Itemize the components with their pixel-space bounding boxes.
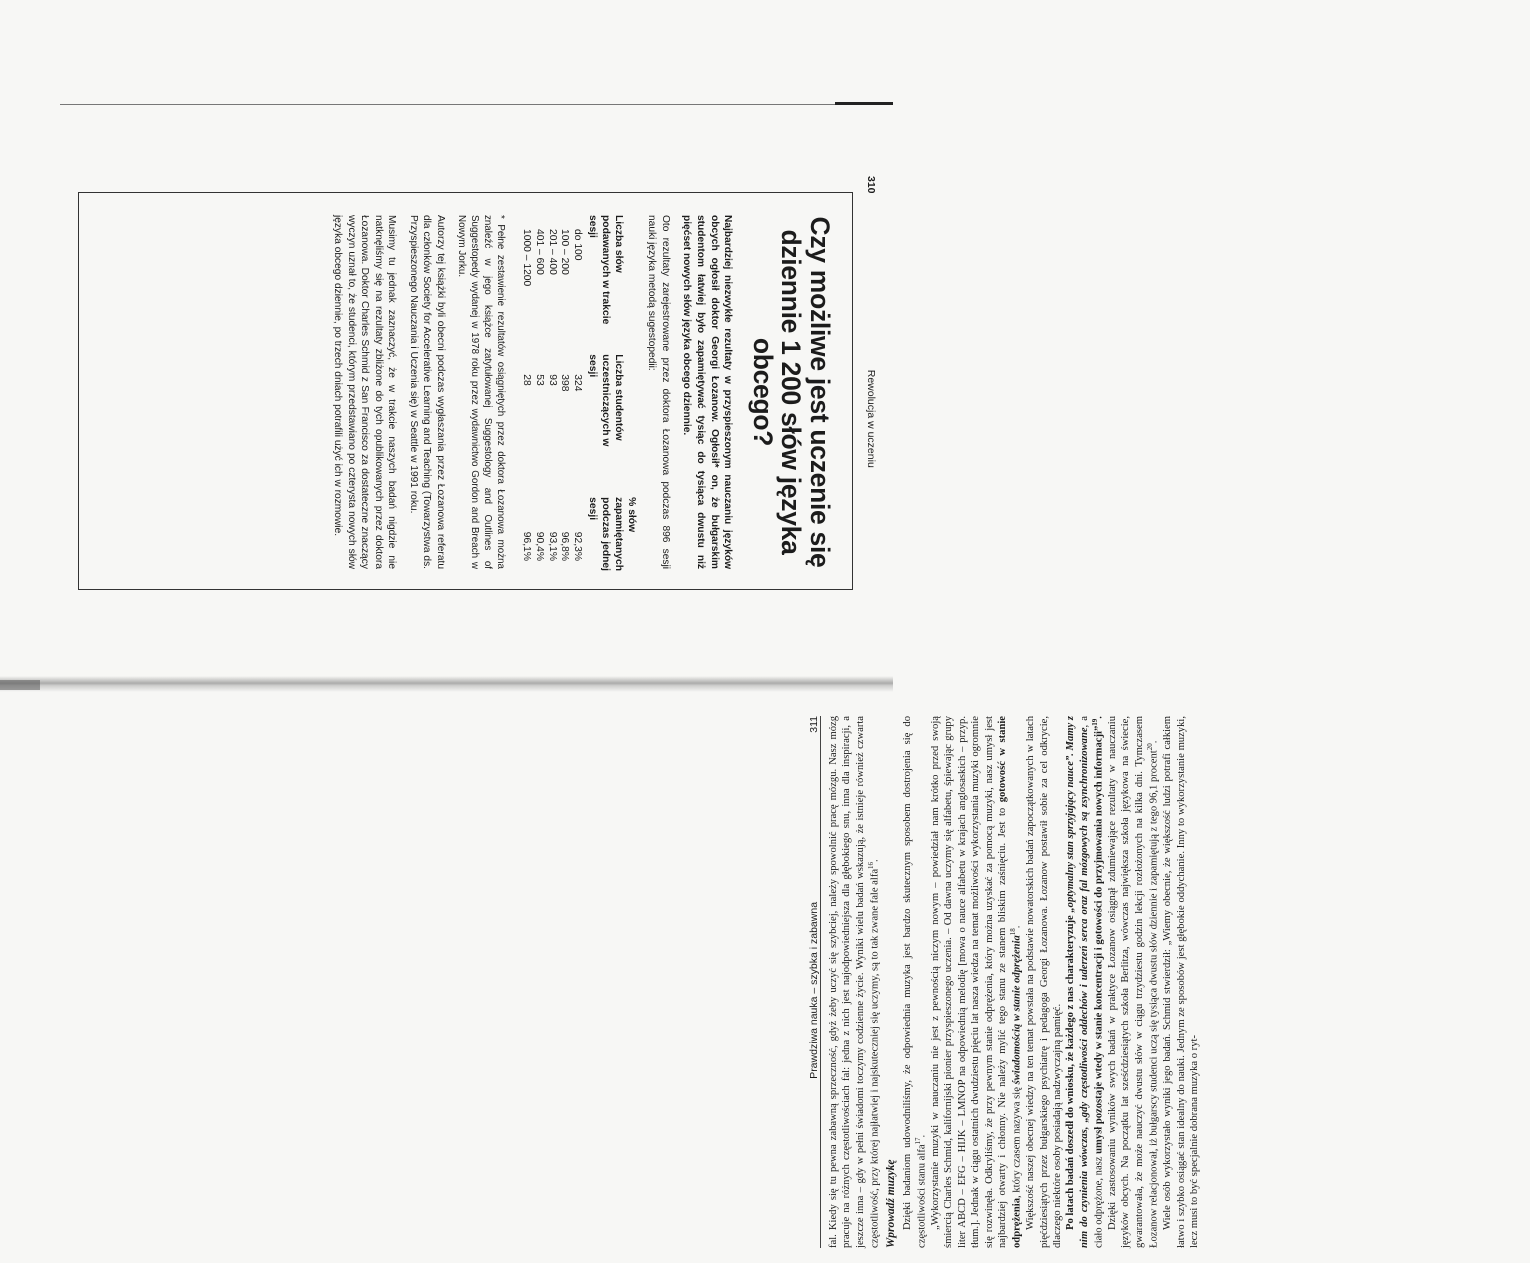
table-cell: do 100	[572, 229, 584, 261]
table-cell: 96,8%	[559, 531, 571, 561]
footnote-ref: 18	[1009, 928, 1018, 936]
header-rule	[820, 716, 821, 1248]
scan-top-mark	[835, 102, 893, 105]
sidebar-box	[78, 192, 853, 590]
page-310	[59, 176, 883, 644]
table-cell: 201 – 400	[546, 229, 558, 275]
running-head-right: Prawdziwa nauka – szybka i zabawna	[808, 901, 820, 1079]
paragraph: fal. Kiedy się tu pewna zabawną sprzeczność, gdyż żeby uczyć się szybciej, należy spowolnić pracę mózgu. Nasz mózg pracuje na różnych częstotliwościach fal: jedna z nich jest najodpowiedniejsza dla głębokiego snu, inna dla inspiracji, a jeszcze inna – gdy w pełni świadomi toczymy codzienne życie. Wyniki wielu badań wskazują, że istnieje również czwarta częstotliwość, przy której najłatwiej i najskuteczniej się uczymy, są to tak zwane fale alfa$^{16}$.	[828, 716, 881, 1248]
page-number-310: 310	[865, 176, 877, 194]
table-cell: 100 – 200	[559, 229, 571, 275]
paragraph: Dzięki zastosowaniu wyników swych badań w praktyce Łozanow osiągnął zdumiewające rezultaty w nauczaniu języków obcych. Na początku lat sześćdziesiątych szkoła Berlitza, wówczas największa szkoła językowa na świecie, gwarantowała, że może nauczyć dwustu słów w ciągu trzydziestu godzin lekcji rozłożonych na kilka dni. Tymczasem Łozanow relacjonował, iż bułgarscy studenci uczą się tysiąca dwustu słów dziennie i zapamiętują z tego 96,1 procent$^{20}$.	[1107, 716, 1160, 1248]
results-table	[519, 215, 637, 575]
table-cell: 93,1%	[546, 531, 558, 561]
running-header-311	[798, 716, 820, 1248]
table-row	[558, 215, 571, 575]
running-header-310	[865, 176, 883, 644]
table-row	[532, 215, 545, 575]
box-title: Czy możliwe jest uczenie się dziennie 1 200 słów języka obcego?	[747, 216, 835, 568]
table-cell: 92,3%	[572, 531, 584, 561]
table-cell: 28	[520, 374, 532, 386]
table-header-cell: Liczba studentów uczestniczących w sesji	[587, 354, 624, 447]
table-cell: 53	[533, 374, 545, 386]
paragraph-text: Większość naszej obecnej wiedzy na ten temat powstała na podstawie nowatorskich badań zapoczątkowanych w latach pięćdziesiątych przez bułgarskiego psychiatrę i pedagoga Georgi Łozanowa. Łozanow postawił sobie za cel odkrycie, dlaczego niektóre osoby posiadają nadzwyczajną pamięć.	[1025, 716, 1063, 1248]
table-cell: 96,1%	[520, 531, 532, 561]
emphasis-text: „optymalny stan sprzyjający nauce”. Mamy z nim do czynienia wówczas, „gdy częstotliwości oddechów i uderzeń serca oraz fal mózgowych są zsynchronizowane	[1065, 716, 1090, 1248]
table-cell: 324	[572, 374, 584, 392]
paragraph: „Wykorzystanie muzyki w nauczaniu nie jest z pewnością niczym nowym – powiedział nam krótko przed swoją śmiercią Charles Schmid, kalifornijski pionier przyspieszonego uczenia. – Od dawna uczymy się alfabetu, śpiewając grupy liter ABCD – EFG – HIJK – LMNOP na odpowiednią melodię [mowa o nauce alfabetu w krajach anglosaskich – przyp. tłum.]. Jednak w ciągu ostatnich dwudziestu pięciu lat nasza wiedza na temat możliwości wykorzystania muzyki ogromnie się rozwinęła. Odkryliśmy, że przy pewnym stanie odprężenia, który można uzyskać za pomocą muzyki, nasz umysł jest najbardziej otwarty i chłonny. Nie należy mylić tego stanu ze stanem bliskim zaśnięciu. Jest to gotowość w stanie odprężenia, który czasem nazywa się świadomością w stanie odprężenia$^{18}$.	[929, 716, 1023, 1248]
scan-top-rule	[60, 104, 880, 105]
page-311	[798, 716, 1530, 1248]
footnote-ref: 20	[1146, 743, 1155, 751]
book-spine-mark	[0, 680, 40, 690]
running-head-left: Rewolucja w uczeniu	[865, 369, 877, 468]
page-number-311: 311	[808, 716, 820, 733]
table-header-row	[583, 215, 636, 575]
emphasis-text: umysł pozostaje wtedy w stanie koncentracji i gotowości do przyjmowania nowych informacji”	[1093, 725, 1105, 1154]
table-cell: 398	[559, 374, 571, 392]
table-row	[571, 215, 584, 575]
paragraph-text: , a ciało odprężone, nasz	[1078, 716, 1105, 1248]
paragraph: Dzięki badaniom udowodniliśmy, że odpowiednia muzyka jest bardzo skutecznym sposobem dostrojenia się do częstotliwości stanu alfa$^{17}$.	[901, 716, 928, 1248]
paragraph	[1161, 716, 1201, 1248]
table-cell: 93	[546, 374, 558, 386]
emphasis-text: świadomością w stanie odprężenia	[1011, 935, 1023, 1085]
box-lead-paragraph: Najbardziej niezwykłe rezultaty w przyspieszonym nauczaniu języków obcych ogłosił doktor Georgi Łozanow. Ogłosił* on, że bułgarskim studentom łatwiej było zapamiętywać tysiąc do tysiąca dwustu niż pięćset nowych słów języka obcego dziennie.	[681, 215, 734, 569]
box-intro-paragraph: Oto rezultaty zarejestrowane przez doktora Łozanowa podczas 896 sesji nauki języka metodą sugestopedii:	[646, 215, 671, 569]
emphasis-text: gotowość w stanie odprężenia	[996, 716, 1023, 1248]
footnote-ref: 17	[914, 1137, 923, 1145]
paragraph-text: fal. Kiedy się tu pewna zabawną sprzeczność, gdyż żeby uczyć się szybciej, należy spowolnić pracę mózgu. Nasz mózg pracuje na różnych częstotliwościach fal: jedna z nich jest najodpowiedniejsza dla głębokiego snu, inna dla inspiracji, a jeszcze inna – gdy w pełni świadomi toczymy codzienne życie. Wyniki wielu badań wskazują, że istnieje również czwarta częstotliwość, przy której najłatwiej i najskuteczniej się uczymy, są to tak zwane fale alfa	[828, 716, 881, 1248]
paragraph-text: Dzięki badaniom udowodniliśmy, że odpowiednia muzyka jest bardzo skutecznym sposobem dostrojenia się do częstotliwości stanu alfa	[901, 716, 928, 1248]
book-fold-shadow	[0, 676, 893, 692]
table-cell: 90,4%	[533, 531, 545, 561]
paragraph: Po latach badań doszedł do wniosku, że każdego z nas charakteryzuje „optymalny stan sprzyjający nauce”. Mamy z nim do czynienia wówczas, „gdy częstotliwości oddechów i uderzeń serca oraz fal mózgowych są zsynchronizowane, a ciało odprężone, nasz umysł pozostaje wtedy w stanie koncentracji i gotowości do przyjmowania nowych informacji”$^{19}$.	[1065, 716, 1105, 1248]
paragraph	[1024, 716, 1064, 1248]
box-footnote: * Pełne zestawienie rezultatów osiągniętych przez doktora Łozanowa można znaleźć w jego książce zatytułowanej Suggestology and Outlines of Suggestopedy wydanej w 1978 roku przez wydawnictwo Gordon and Breach w Nowym Jorku.	[456, 215, 507, 569]
paragraph-text: „Wykorzystanie muzyki w nauczaniu nie jest z pewnością niczym nowym – powiedział nam krótko przed swoją śmiercią Charles Schmid, kalifornijski pionier przyspieszonego uczenia. – Od dawna uczymy się alfabetu, śpiewając grupy liter ABCD – EFG – HIJK – LMNOP na odpowiednią melodię [mowa o nauce alfabetu w krajach anglosaskich – przyp. tłum.]. Jednak w ciągu ostatnich dwudziestu pięciu lat nasza wiedza na temat możliwości wykorzystania muzyki ogromnie się rozwinęła. Odkryliśmy, że przy pewnym stanie odprężenia, który można uzyskać za pomocą muzyki, nasz umysł jest najbardziej otwarty i chłonny. Nie należy mylić tego stanu ze stanem bliskim zaśnięciu. Jest to	[929, 716, 1008, 1248]
paragraph-text: Wiele osób wykorzystało wyniki jego badań. Schmid stwierdził: „Wiemy obecnie, że większość ludzi potrafi całkiem łatwo i szybko osiągać stan idealny do nauki. Jednym ze sposobów jest głębokie oddychanie. Inny to wykorzystanie muzyki, lecz musi to być specjalnie dobrana muzyka o ryt-	[1162, 716, 1200, 1248]
box-paragraph-authors: Autorzy tej książki byli obecni podczas wygłaszania przez Łozanowa referatu dla członków Society for Accelerative Learning and Teaching (Towarzystwa ds. Przyspieszonego Nauczania i Uczenia się) w Seattle w 1991 roku.	[407, 215, 446, 569]
paragraph-text: Dzięki zastosowaniu wyników swych badań w praktyce Łozanow osiągnął zdumiewające rezultaty w nauczaniu języków obcych. Na początku lat sześćdziesiątych szkoła Berlitza, wówczas największa szkoła językowa na świecie, gwarantowała, że może nauczyć dwustu słów w ciągu trzydziestu godzin lekcji rozłożonych na kilka dni. Tymczasem Łozanow relacjonował, iż bułgarscy studenci uczą się tysiąca dwustu słów dziennie i zapamiętują z tego 96,1 procent	[1107, 716, 1160, 1248]
table-row	[519, 215, 532, 575]
box-paragraph-results: Musimy tu jednak zaznaczyć, że w trakcie naszych badań nigdzie nie natknęliśmy się na rezultaty zbliżone do tych opublikowanych przez doktora Łozanowa. Doktor Charles Schmid z San Francisco za dostateczne znaczący wyczyn uznał to, że studenci, którym przedstawiano po czterysta nowych słów języka obcego dziennie, po trzech dniach potrafili użyć ich w rozmowie.	[332, 215, 398, 569]
table-header-cell: % słów zapamiętanych podczas jednej sesji	[587, 497, 637, 571]
table-cell: 401 – 600	[533, 229, 545, 275]
table-cell: 1000 – 1200	[520, 229, 532, 287]
footnote-ref: 16	[867, 861, 876, 869]
table-header-cell: Liczba słów podawanych w trakcie sesji	[587, 215, 624, 325]
paragraph-text: , który czasem nazywa się	[1011, 1087, 1023, 1198]
paragraph-text: Po latach badań doszedł do wniosku, że każdego z nas charakteryzuje	[1065, 915, 1077, 1230]
page-311-body	[827, 716, 1201, 1248]
footnote-ref: 19	[1091, 718, 1100, 726]
table-row	[545, 215, 558, 575]
section-heading: Wprowadź muzykę	[885, 1159, 898, 1248]
